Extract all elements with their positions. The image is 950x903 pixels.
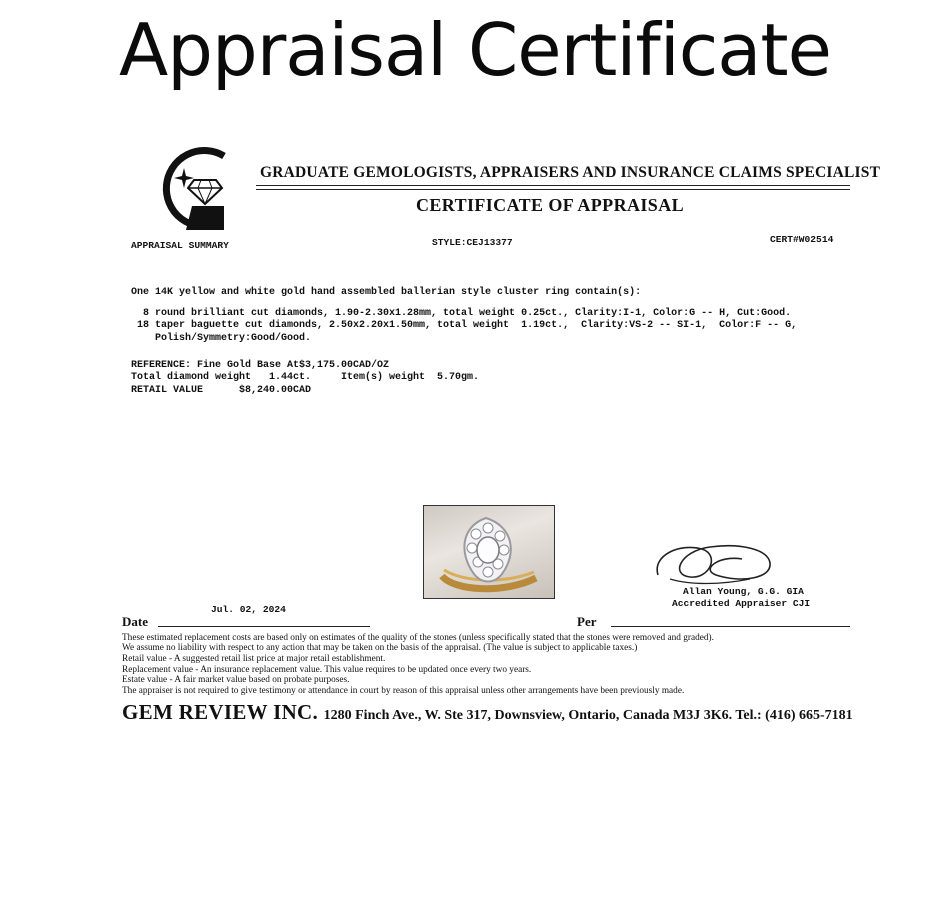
disclaimer-line: The appraiser is not required to give testimony or attendance in court by reason of this appraisal unless other arrangements have been previously made. (122, 686, 685, 696)
description-line-2: 18 taper baguette cut diamonds, 2.50x2.20x1.50mm, total weight 1.19ct., Clarity:VS-2 -- SI-1, Color:F -- G, (131, 320, 798, 331)
signature-scribble (650, 535, 780, 587)
diamond-ring-photo (423, 505, 555, 599)
page-headline: Appraisal Certificate (119, 8, 831, 92)
disclaimer-line: Estate value - A fair market value based on probate purposes. (122, 675, 350, 685)
disclaimer-line: We assume no liability with respect to any action that may be taken on the basis of the appraisal. (The value is subject to applicable taxes.) (122, 643, 638, 653)
style-number: STYLE:CEJ13377 (432, 237, 513, 248)
footer-company (122, 700, 853, 725)
disclaimer-line: Retail value - A suggested retail list price at major retail establishment. (122, 654, 386, 664)
cert-number: CERT#W02514 (770, 234, 834, 245)
date-value: Jul. 02, 2024 (211, 604, 286, 615)
per-rule (611, 626, 850, 627)
disclaimer-line: These estimated replacement costs are based only on estimates of the quality of the stones (unless specifically stated that the stones were removed and graded). (122, 633, 714, 643)
date-label: Date (122, 614, 148, 629)
description-line-1: 8 round brilliant cut diamonds, 1.90-2.30x1.28mm, total weight 0.25ct., Clarity:I-1, Color:G -- H, Cut:Good. (131, 308, 792, 319)
gem-logo-icon (146, 146, 232, 236)
total-weight-line: Total diamond weight 1.44ct. Item(s) weight 5.70gm. (131, 372, 480, 383)
description-line-3: Polish/Symmetry:Good/Good. (131, 333, 312, 344)
appraiser-role: Accredited Appraiser CJI (672, 598, 811, 609)
appraisal-summary-label: APPRAISAL SUMMARY (131, 240, 229, 251)
disclaimer-line: Replacement value - An insurance replacement value. This value requires to be updated once every two years. (122, 665, 532, 675)
header-rule-top (256, 185, 850, 186)
retail-value-line: RETAIL VALUE $8,240.00CAD (131, 385, 312, 396)
header-rule-bottom (256, 189, 850, 190)
reference-line: REFERENCE: Fine Gold Base At$3,175.00CAD/OZ (131, 360, 390, 371)
company-tagline: GRADUATE GEMOLOGISTS, APPRAISERS AND INSURANCE CLAIMS SPECIALIST (260, 164, 881, 181)
footer-company-name: GEM REVIEW INC. (122, 700, 319, 724)
per-label: Per (577, 614, 597, 629)
certificate-title: CERTIFICATE OF APPRAISAL (416, 195, 684, 215)
appraiser-name: Allan Young, G.G. GIA (683, 586, 804, 597)
description-intro: One 14K yellow and white gold hand assembled ballerian style cluster ring contain(s): (131, 287, 642, 298)
footer-address: 1280 Finch Ave., W. Ste 317, Downsview, Ontario, Canada M3J 3K6. Tel.: (416) 665-7181 (323, 708, 853, 723)
date-rule (158, 626, 370, 627)
